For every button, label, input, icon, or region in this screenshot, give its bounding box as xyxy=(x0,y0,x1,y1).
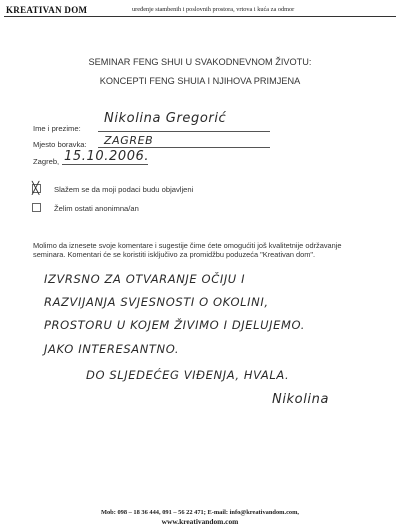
city-date-label: Zagreb, xyxy=(33,157,60,166)
header-divider xyxy=(4,16,396,17)
date-line xyxy=(62,164,148,165)
publish-consent-label: Slažem se da moji podaci budu objavljeni xyxy=(54,185,194,194)
residence-line xyxy=(98,147,270,148)
footer-contact: Mob: 098 – 18 36 444, 091 – 56 22 471; E-mail: info@kreativandom.com, xyxy=(100,509,300,516)
residence-value[interactable]: ZAGREB xyxy=(104,134,154,147)
company-name: KREATIVAN DOM xyxy=(6,5,88,15)
date-value[interactable]: 15.10.2006. xyxy=(64,149,150,164)
name-line xyxy=(98,131,270,132)
seminar-subtitle: KONCEPTI FENG SHUIA I NJIHOVA PRIMJENA xyxy=(99,76,301,86)
check-mark-icon: ╳ xyxy=(32,181,40,195)
name-value[interactable]: Nikolina Gregorić xyxy=(104,111,227,126)
anonymous-label: Želim ostati anonimna/an xyxy=(54,204,139,213)
comment-line: PROSTORU U KOJEM ŽIVIMO I DJELUJEMO. xyxy=(44,318,305,332)
comment-line: JAKO INTERESANTNO. xyxy=(44,342,180,356)
anonymous-checkbox[interactable] xyxy=(32,203,41,212)
signature: Nikolina xyxy=(272,392,330,407)
residence-label: Mjesto boravka: xyxy=(33,140,87,149)
footer-website[interactable]: www.kreativandom.com xyxy=(161,517,239,525)
name-label: Ime i prezime: xyxy=(33,124,81,133)
comment-line: DO SLJEDEĆEG VIĐENJA, HVALA. xyxy=(86,368,290,382)
company-tagline: uređenje stambenih i poslovnih prostora, vrtova i kuća za odmor xyxy=(132,6,295,13)
comment-line: RAZVIJANJA SVJESNOSTI O OKOLINI, xyxy=(44,295,269,309)
publish-checkbox[interactable] xyxy=(32,181,41,195)
comment-line: IZVRSNO ZA OTVARANJE OČIJU I xyxy=(44,272,246,286)
comment-instructions: Molimo da iznesete svoje komentare i sugestije čime ćete omogućiti još kvalitetnije održavanje seminara. Komentari će se koristiti isključivo za promidžbu poduzeća "Kreativan dom". xyxy=(33,241,342,259)
seminar-title: SEMINAR FENG SHUI U SVAKODNEVNOM ŽIVOTU: xyxy=(88,57,312,67)
